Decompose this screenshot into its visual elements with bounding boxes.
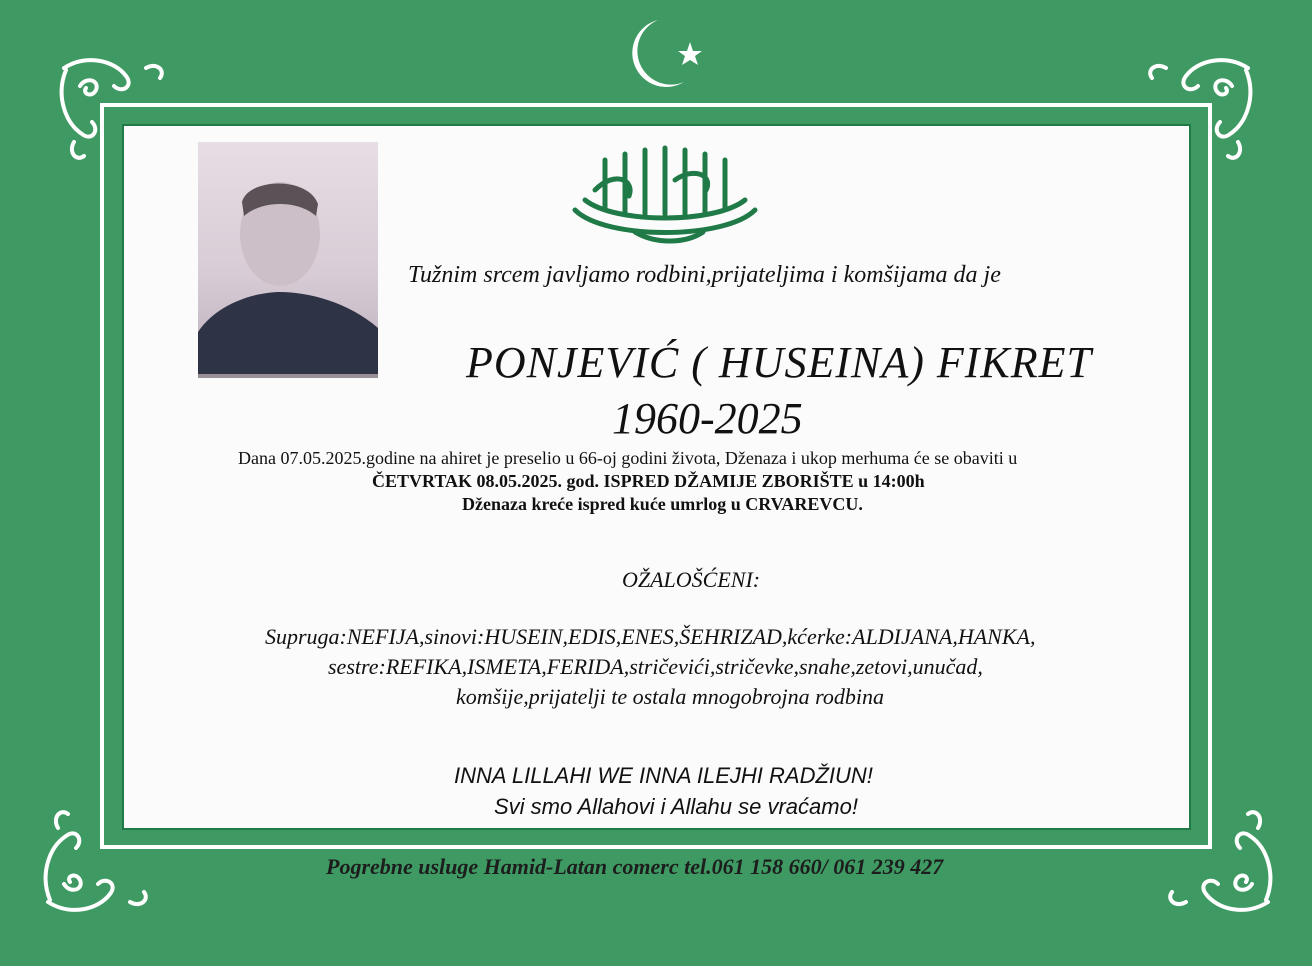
crescent-star-icon <box>624 16 714 92</box>
funeral-service-footer: Pogrebne usluge Hamid-Latan comerc tel.061 158 660/ 061 239 427 <box>326 854 944 879</box>
details-line-3: Dženaza kreće ispred kuće umrlog u CRVAREVCU. <box>462 494 863 514</box>
prayer-line-1: INNA LILLAHI WE INNA ILEJHI RADŽIUN! <box>454 763 873 788</box>
details-line-1: Dana 07.05.2025.godine na ahiret je preselio u 66-oj godini života, Dženaza i ukop merhuma će se obaviti u <box>238 448 1018 468</box>
prayer-line-2: Svi smo Allahovi i Allahu se vraćamo! <box>494 794 858 819</box>
details-line-2: ČETVRTAK 08.05.2025. god. ISPRED DŽAMIJE ZBORIŠTE u 14:00h <box>372 471 925 491</box>
calligraphy-emblem <box>565 140 765 250</box>
mourners-line-1: Supruga:NEFIJA,sinovi:HUSEIN,EDIS,ENES,ŠEHRIZAD,kćerke:ALDIJANA,HANKA, <box>265 624 1036 649</box>
mourners-line-3: komšije,prijatelji te ostala mnogobrojna rodbina <box>456 684 884 709</box>
portrait-photo <box>198 142 378 378</box>
intro-line: Tužnim srcem javljamo rodbini,prijateljima i komšijama da je <box>408 262 1001 288</box>
deceased-name: PONJEVIĆ ( HUSEINA) FIKRET <box>466 338 1092 387</box>
mourners-heading: OŽALOŠĆENI: <box>622 567 761 592</box>
deceased-years: 1960-2025 <box>612 394 803 443</box>
mourners-line-2: sestre:REFIKA,ISMETA,FERIDA,stričevići,stričevke,snahe,zetovi,unučad, <box>328 654 983 679</box>
